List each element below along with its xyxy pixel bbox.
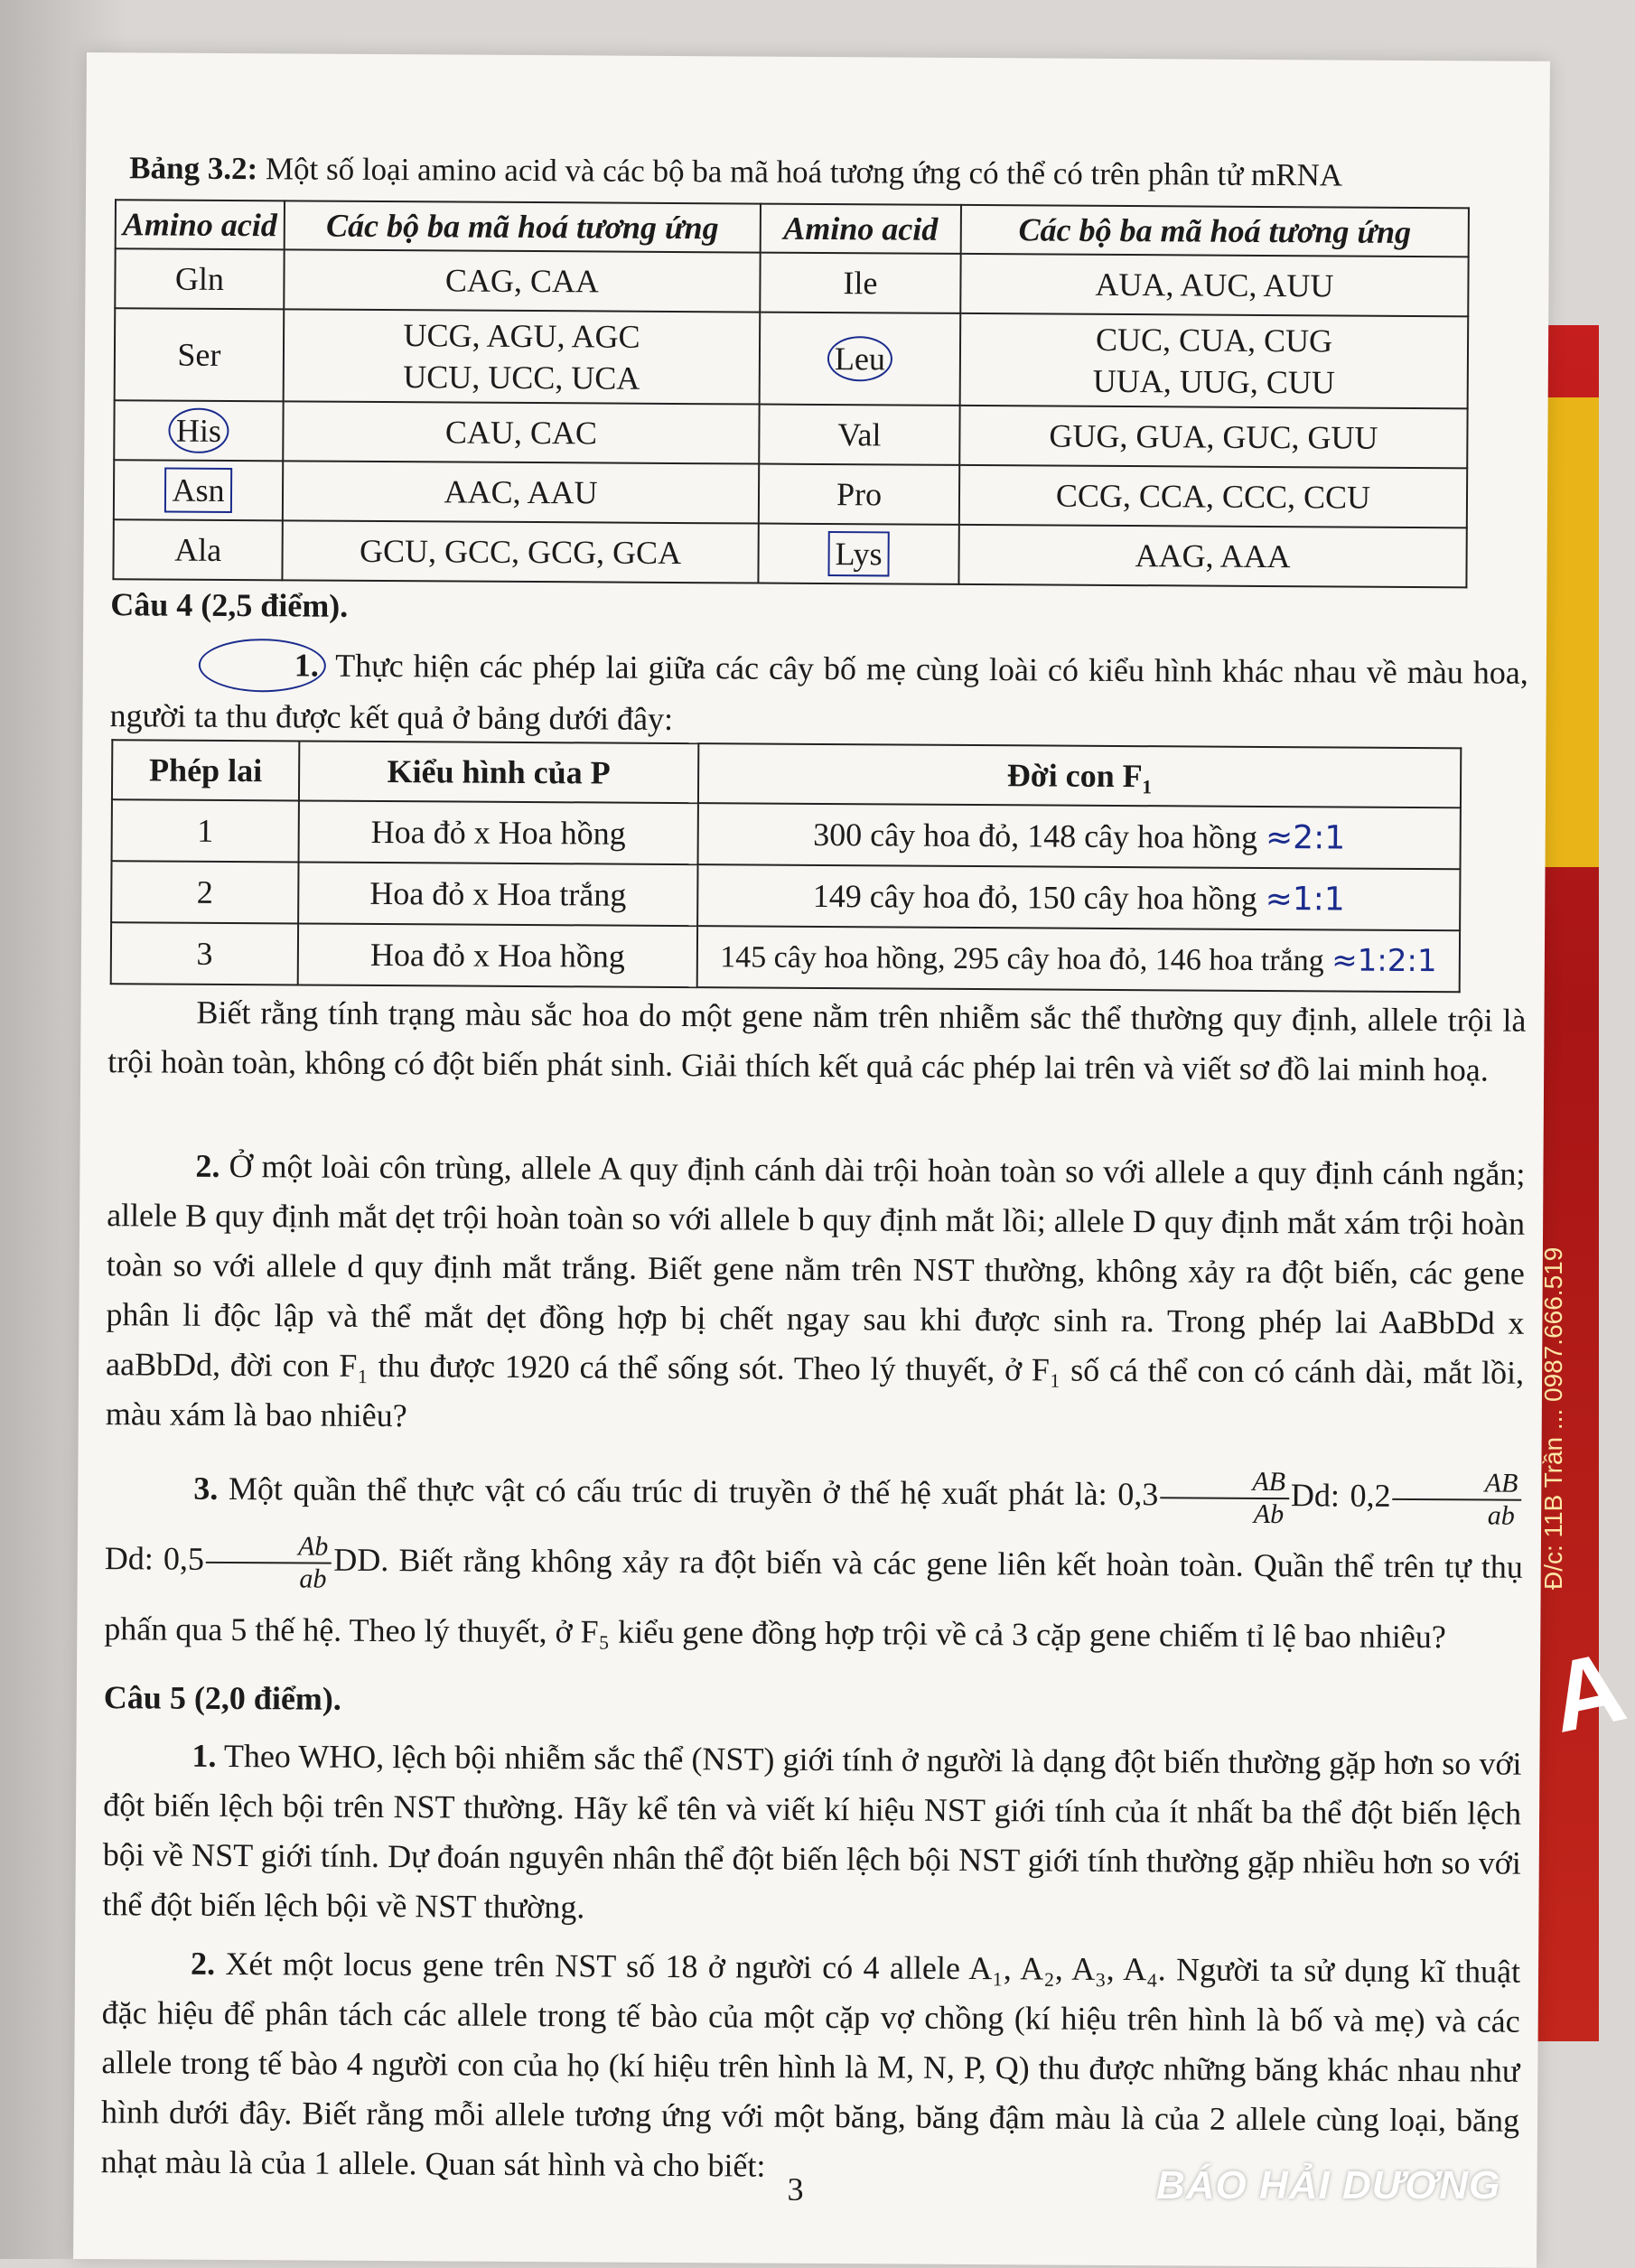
codon-cell: AAC, AAU <box>283 461 759 523</box>
amino-cell: Ser <box>115 308 285 401</box>
q4-p2-number: 2. <box>195 1147 220 1184</box>
book-stripe <box>1545 397 1599 867</box>
table-row <box>111 922 1460 992</box>
q5-part1 <box>102 1731 1521 1938</box>
header-codons-1: Các bộ ba mã hoá tương ứng <box>285 201 761 252</box>
phenotype-cell: Hoa đỏ x Hoa trắng <box>298 862 697 926</box>
q4-p3-text: Dd: <box>104 1540 154 1577</box>
offspring-cell <box>697 926 1460 992</box>
table-row <box>112 799 1461 869</box>
caption-label: Bảng 3.2: <box>129 150 258 187</box>
question-4-heading: Câu 4 (2,5 điểm). <box>110 586 349 624</box>
amino-acid-table <box>112 199 1470 588</box>
header-amino-2: Amino acid <box>761 204 961 254</box>
offspring-cell <box>698 803 1461 869</box>
handwritten-ratio: ≈1:1 <box>1265 880 1345 919</box>
handwritten-ratio: ≈1:2:1 <box>1331 942 1437 980</box>
circled-amino: His <box>169 408 229 453</box>
boxed-amino: Asn <box>164 468 231 513</box>
cross-table <box>110 739 1462 993</box>
q4-p3-number: 3. <box>193 1470 219 1507</box>
header-cross: Phép lai <box>112 740 299 800</box>
fraction-denominator: ab <box>299 1563 327 1594</box>
q4-part1 <box>109 638 1528 750</box>
cross-number-cell: 3 <box>111 922 298 985</box>
q4-part2 <box>106 1141 1526 1448</box>
cross-number-cell: 1 <box>112 799 299 862</box>
q4-p3-text: Một quần thể thực vật có cấu trúc di truyền ở thế hệ xuất phát là: 0,3 <box>228 1470 1159 1513</box>
document-page <box>73 52 1550 2268</box>
book-address: Đ/c: 11B Trần ... 0987.666.519 <box>1539 1246 1567 1590</box>
amino-cell <box>114 400 283 461</box>
q5-p1-text: Theo WHO, lệch bội nhiễm sắc thể (NST) giới tính ở người là dạng đột biến thường gặp hơn so với đột biến lệch bội trên NST thường. Hãy kể tên và viết kí hiệu NST giới tính của ít nhất ba thể đột biến lệch bội về NST giới tính. Dự đoán nguyên nhân thể đột biến lệch bội NST giới tính thường gặp nhiều hơn so với thể đột biến lệch bội về NST thường. <box>102 1737 1522 1926</box>
table-row <box>114 400 1467 468</box>
table-caption <box>129 150 1538 195</box>
q5-p2-number: 2. <box>190 1945 216 1982</box>
q4-p3-text: Dd: 0,2 <box>1290 1477 1391 1514</box>
book-letter: A <box>1541 1630 1635 1754</box>
amino-cell: Gln <box>115 248 284 309</box>
table-row <box>114 460 1467 527</box>
genotype-fraction <box>206 1531 332 1595</box>
amino-cell <box>760 313 961 406</box>
header-amino-1: Amino acid <box>116 200 285 249</box>
codon-cell: GUG, GUA, GUC, GUU <box>959 406 1467 468</box>
table-row <box>113 519 1466 587</box>
header-codons-2: Các bộ ba mã hoá tương ứng <box>961 205 1469 257</box>
q4-p1-text: Thực hiện các phép lai giữa các cây bố mẹ cùng loài có kiểu hình khác nhau về màu hoa, người ta thu được kết quả ở bảng dưới đây: <box>109 647 1528 737</box>
handwritten-ratio: ≈2:1 <box>1265 818 1346 857</box>
table-row <box>115 248 1468 316</box>
table-row <box>115 308 1469 408</box>
codon-cell: GCU, GCC, GCG, GCA <box>282 520 758 583</box>
q4-part3 <box>104 1452 1523 1673</box>
codon-cell: CUC, CUA, CUG UUA, UUG, CUU <box>960 313 1469 408</box>
q4-p1-number: 1. <box>199 639 326 693</box>
fraction-numerator: Ab <box>206 1531 332 1564</box>
q5-p2-text: Xét một locus gene trên NST số 18 ở người có 4 allele A₁, A₂, A₃, A₄. Người ta sử dụng kĩ thuật đặc hiệu để phân tách các allele trong tế bào của một cặp vợ chồng (kí hiệu trên hình là bố và mẹ) và các allele trong tế bào 4 người con của họ (kí hiệu trên hình là M, N, P, Q) thu được những băng khác nhau như hình dưới đây. Biết rằng mỗi allele tương ứng với một băng, băng đậm màu là của 2 allele cùng loại, băng nhạt màu là của 1 allele. Quan sát hình và cho biết: <box>100 1945 1521 2184</box>
caption-text: Một số loại amino acid và các bộ ba mã hoá tương ứng có thể có trên phân tử mRNA <box>265 151 1343 193</box>
codon-cell: AAG, AAA <box>958 525 1466 587</box>
codon-cell: CCG, CCA, CCC, CCU <box>959 465 1467 527</box>
q4-p2-text: Ở một loài côn trùng, allele A quy định cánh dài trội hoàn toàn so với allele a quy định cánh ngắn; allele B quy định mắt dẹt trội hoàn toàn so với allele b quy định mắt lồi; allele D quy định mắt xám trội hoàn toàn so với allele d quy định mắt trắng. Biết gene nằm trên NST thường, không xảy ra đột biến, các gene phân li độc lập và thể mắt dẹt đồng hợp bị chết ngay sau khi được sinh ra. Trong phép lai AaBbDd x aaBbDd, đời con F₁ thu được 1920 cá thể sống sót. Theo lý thuyết, ở F₁ số cá thể con có cánh dài, mắt lồi, màu xám là bao nhiêu? <box>105 1147 1526 1434</box>
codon-cell: AUA, AUC, AUU <box>960 254 1468 316</box>
q4-p3-text: DD. Biết rằng không xảy ra đột biến và các gene liên kết hoàn toàn. Quần thể trên tự thụ phấn qua 5 thế hệ. Theo lý thuyết, ở F₅ kiểu gene đồng hợp trội về cả 3 cặp gene chiếm tỉ lệ bao nhiêu? <box>104 1541 1523 1656</box>
codon-cell: UCG, AGU, AGC UCU, UCC, UCA <box>284 309 761 404</box>
codon-cell: CAU, CAC <box>283 401 759 463</box>
q5-p1-number: 1. <box>192 1737 217 1774</box>
fraction-denominator: Ab <box>1253 1498 1285 1529</box>
q4-p1-conditions: Biết rằng tính trạng màu sắc hoa do một gene nằm trên nhiễm sắc thể thường quy định, allele trội là trội hoàn toàn, không có đột biến phát sinh. Giải thích kết quả các phép lai trên và viết sơ đồ lai minh hoạ. <box>107 994 1527 1088</box>
amino-cell: Ile <box>760 253 960 313</box>
amino-cell: Ala <box>113 519 282 580</box>
watermark-logo: BÁO HẢI DƯƠNG <box>1156 2163 1501 2207</box>
q4-p3-text: 0,5 <box>163 1540 205 1577</box>
boxed-amino: Lys <box>827 531 889 576</box>
amino-cell <box>758 524 958 584</box>
offspring-cell <box>697 864 1460 930</box>
cross-number-cell: 2 <box>111 861 298 923</box>
phenotype-cell: Hoa đỏ x Hoa hồng <box>299 800 698 864</box>
offspring-text: 149 cây hoa đỏ, 150 cây hoa hồng <box>812 877 1257 917</box>
amino-cell: Val <box>759 405 959 465</box>
fraction-numerator: AB <box>1393 1468 1522 1501</box>
phenotype-cell: Hoa đỏ x Hoa hồng <box>298 923 697 987</box>
header-phenotype: Kiểu hình của P <box>299 741 698 803</box>
offspring-text: 300 cây hoa đỏ, 148 cây hoa hồng <box>813 816 1258 855</box>
codon-cell: CAG, CAA <box>284 249 760 312</box>
q5-part2 <box>101 1938 1521 2196</box>
amino-cell: Pro <box>759 464 959 525</box>
page-number: 3 <box>787 2170 804 2207</box>
amino-cell <box>114 460 283 520</box>
genotype-fraction <box>1392 1468 1521 1532</box>
fraction-denominator: ab <box>1487 1500 1515 1531</box>
circled-amino: Leu <box>827 336 892 381</box>
fraction-numerator: AB <box>1160 1466 1289 1499</box>
question-5-heading: Câu 5 (2,0 điểm). <box>103 1679 341 1717</box>
offspring-text: 145 cây hoa hồng, 295 cây hoa đỏ, 146 hoa trắng <box>720 940 1324 978</box>
header-offspring: Đời con F₁ <box>698 743 1461 807</box>
genotype-fraction <box>1160 1466 1289 1530</box>
table-row <box>111 861 1460 930</box>
